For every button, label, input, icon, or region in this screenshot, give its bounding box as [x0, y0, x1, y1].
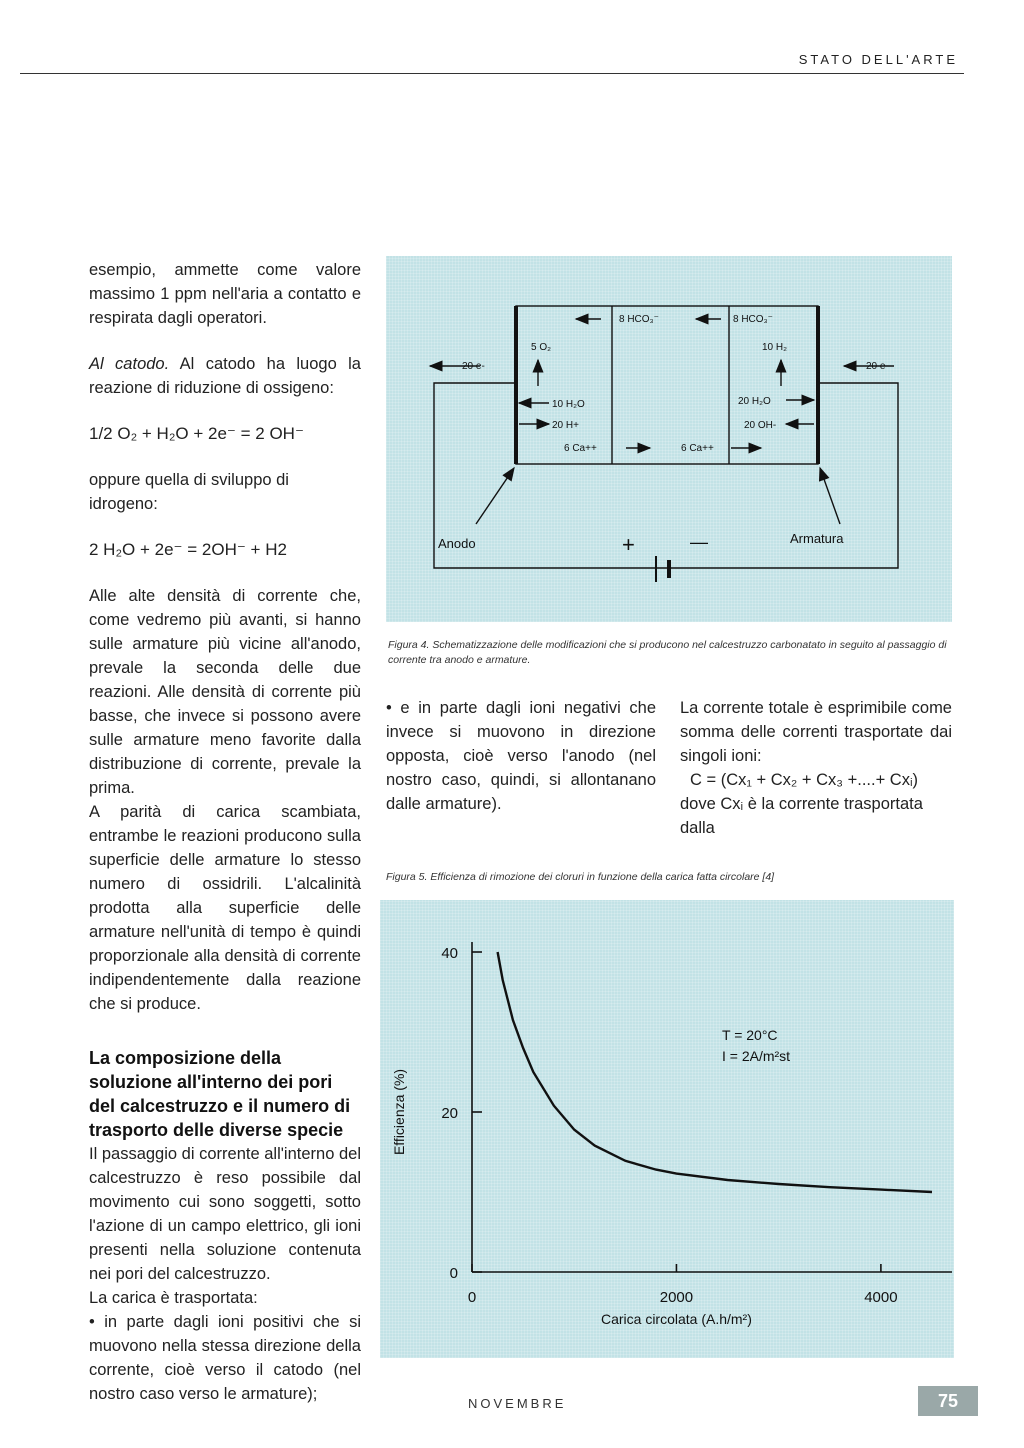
paragraph: • in parte dagli ioni positivi che si muovono nella stessa direzione della corrente, cioè verso il catodo (nel nostro caso verso le armature); [89, 1313, 361, 1403]
label-water-right: 20 H₂O [738, 396, 771, 407]
label-reinforcement: Armatura [790, 531, 844, 546]
label-hydrogen: 10 H₂ [762, 342, 788, 353]
paragraph: dove Cxᵢ è la corrente trasportata dalla [680, 795, 923, 837]
battery-minus-sign: — [690, 532, 708, 552]
paragraph-text: Al catodo ha luogo la reazione di riduzione di ossigeno: [89, 355, 361, 397]
equation: 1/2 O₂ + H₂O + 2e⁻ = 2 OH⁻ [89, 424, 304, 443]
header-rule [20, 73, 964, 74]
y-tick-label: 0 [449, 1265, 458, 1282]
concrete-box [516, 306, 818, 464]
label-bicarbonate-2: 8 HCO₃⁻ [733, 314, 773, 325]
annotation-current: I = 2A/m²st [722, 1048, 791, 1064]
x-tick-label: 2000 [659, 1289, 694, 1306]
paragraph-label: Al catodo. [89, 355, 170, 373]
middle-column [386, 696, 656, 816]
equation: 2 H₂O + 2e⁻ = 2OH⁻ + H2 [89, 540, 287, 559]
x-axis-label: Carica circolata (A.h/m²) [600, 1311, 752, 1327]
label-anode: Anodo [438, 536, 476, 551]
paragraph [89, 352, 361, 400]
y-tick-label: 20 [441, 1105, 458, 1122]
figure-4-caption: Figura 4. Schematizzazione delle modificazioni che si producono nel calcestruzzo carbonatato in seguito al passaggio di corrente tra anodo e armature. [388, 639, 947, 666]
label-oxygen: 5 O₂ [531, 342, 551, 353]
formula: C = (Cx₁ + Cx₂ + Cx₃ +....+ Cxᵢ) [690, 771, 919, 789]
label-calcium-mid: 6 Ca++ [681, 443, 714, 454]
efficiency-curve [498, 952, 932, 1192]
paragraph: Il passaggio di corrente all'interno del calcestruzzo è reso possibile dal movimento cui sono soggetti, sotto l'azione di un campo elettrico, gli ioni presenti nella soluzione contenuta nei pori del calcestruzzo. [89, 1145, 361, 1283]
efficiency-chart [380, 900, 954, 1358]
paragraph: A parità di carica scambiata, entrambe le reazioni producono sulla superficie delle armature lo stesso numero di ossidrili. L'alcalinità prodotta alla superficie delle armature nell'unità di tempo è quindi proporzionale alla densità di corrente indipendentemente dalla reazione che si produce. [89, 803, 361, 1013]
paragraph: Alle alte densità di corrente che, come vedremo più avanti, si hanno sulle armature più vicine all'anodo, prevale la seconda delle due reazioni. Alle densità di corrente più basse, che invece si possono avere sulle armature meno favorite dalla distribuzione di corrente, prevale la prima. [89, 587, 361, 797]
figure-4-diagram [386, 256, 952, 622]
paragraph: La carica è trasportata: [89, 1289, 258, 1307]
label-bicarbonate-1: 8 HCO₃⁻ [619, 314, 659, 325]
y-axis-label: Efficienza (%) [391, 1068, 407, 1156]
header-section-title: STATO DELL'ARTE [798, 52, 958, 67]
figure-4 [386, 256, 952, 622]
label-electrons-right: 20 e- [866, 361, 889, 372]
label-water-left: 10 H₂O [552, 399, 585, 410]
x-tick-label: 4000 [864, 1289, 898, 1306]
paragraph: • e in parte dagli ioni negativi che invece si muovono in direzione opposta, cioè verso l'anodo (nel nostro caso, quindi, si allontanano dalle armature). [386, 699, 656, 813]
figure-5-caption: Figura 5. Efficienza di rimozione dei cloruri in funzione della carica fatta circolare [4] [386, 871, 775, 883]
footer-month: NOVEMBRE [468, 1396, 567, 1411]
paragraph: esempio, ammette come valore massimo 1 ppm nell'aria a contatto e respirata dagli operatori. [89, 261, 361, 327]
page-number: 75 [918, 1386, 978, 1416]
label-h-plus: 20 H+ [552, 420, 579, 431]
left-column [89, 258, 361, 1406]
battery-plus-sign: + [622, 532, 635, 557]
paragraph: oppure quella di sviluppo di idrogeno: [89, 471, 289, 513]
label-electrons-left: 20 e- [462, 361, 485, 372]
x-tick-label: 0 [467, 1289, 477, 1306]
annotation-temperature: T = 20°C [722, 1027, 778, 1043]
right-column [680, 696, 952, 840]
paragraph: La corrente totale è esprimibile come somma delle correnti trasportate dai singoli ioni: [680, 699, 952, 765]
section-heading: La composizione della soluzione all'interno dei pori del calcestruzzo e il numero di trasporto delle diverse specie [89, 1048, 351, 1140]
label-hydroxide: 20 OH- [744, 420, 777, 431]
figure-5 [380, 900, 954, 1358]
label-calcium-left: 6 Ca++ [564, 443, 597, 454]
y-tick-label: 40 [441, 945, 458, 962]
